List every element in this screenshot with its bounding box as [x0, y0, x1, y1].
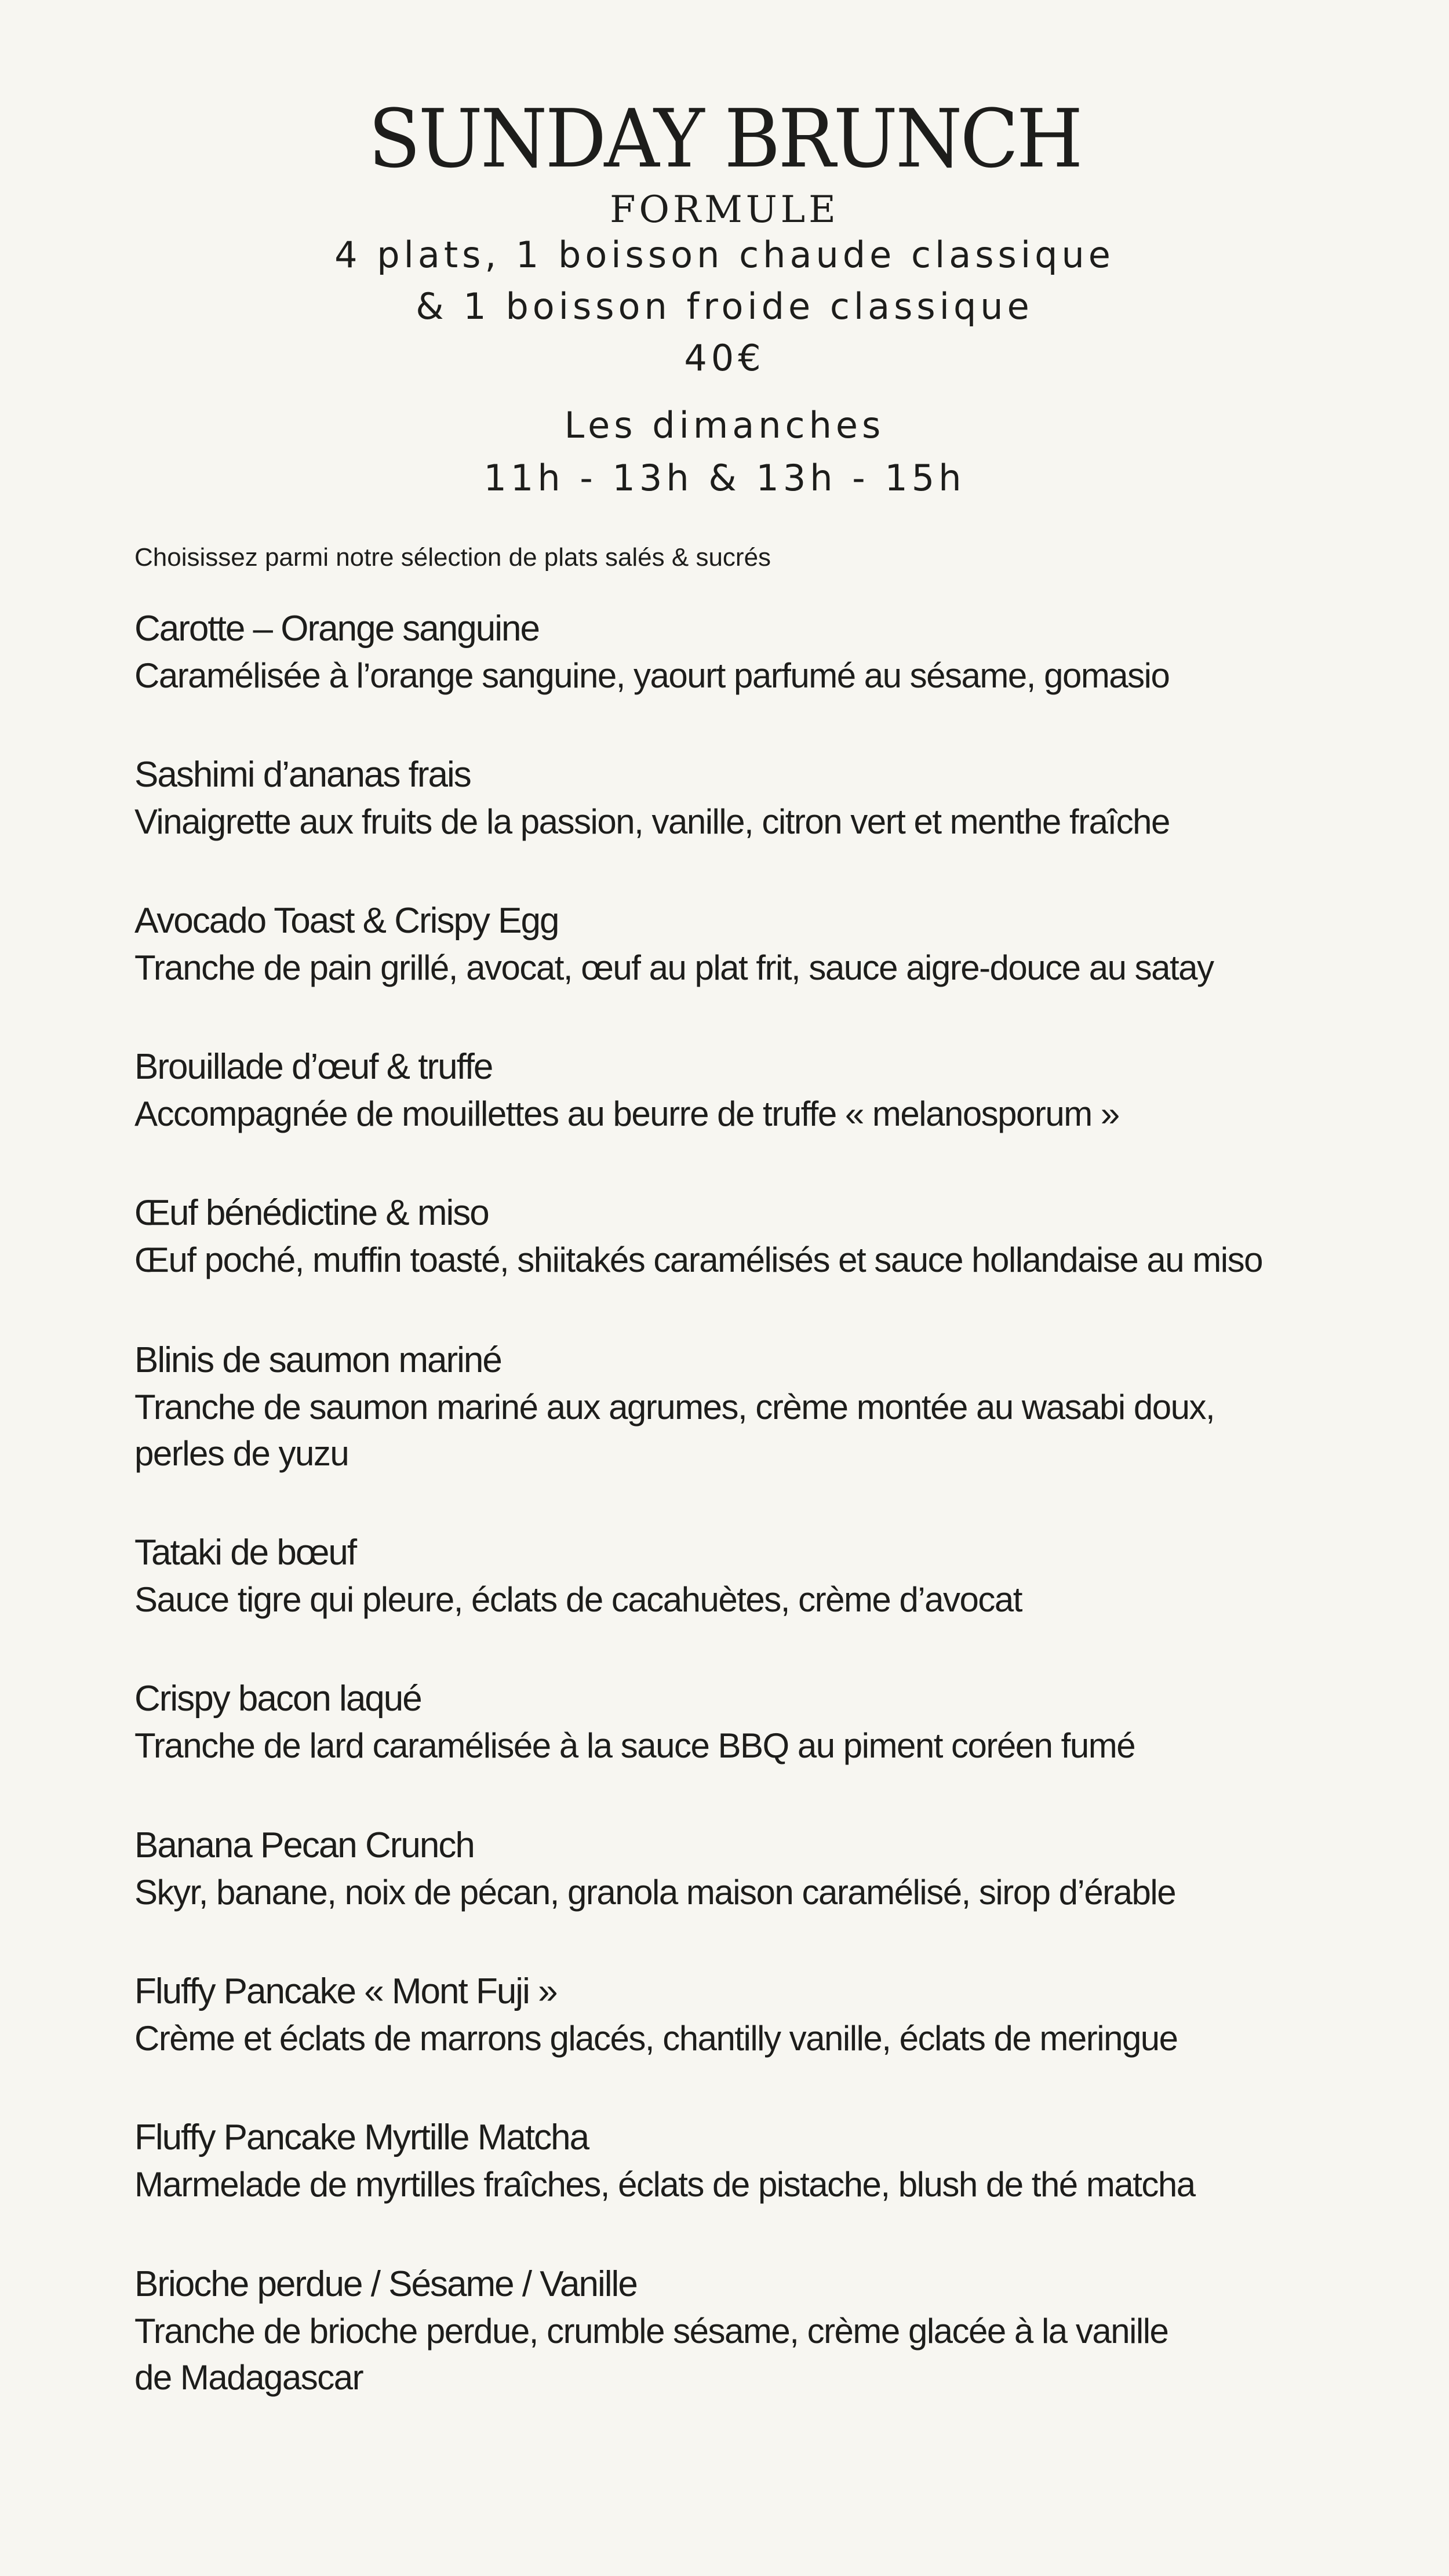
menu-subtitle: FORMULE	[610, 188, 839, 231]
menu-item-name: Carotte – Orange sanguine	[134, 609, 539, 649]
menu-item	[134, 1675, 1352, 1769]
menu-item-name: Brouillade d’œuf & truffe	[134, 1047, 493, 1087]
menu-item	[134, 751, 1352, 845]
menu-item-description: perles de yuzu	[134, 1434, 349, 1473]
menu-item	[134, 1043, 1352, 1137]
schedule-days: Les dimanches	[564, 404, 885, 446]
menu-item-name: Banana Pecan Crunch	[134, 1825, 474, 1865]
menu-item	[134, 1337, 1352, 1477]
menu-item-name: Avocado Toast & Crispy Egg	[134, 901, 559, 941]
menu-item-name: Fluffy Pancake Myrtille Matcha	[134, 2117, 589, 2157]
formula-price: 40€	[684, 337, 765, 379]
menu-item	[134, 605, 1352, 699]
menu-title: SUNDAY BRUNCH	[368, 92, 1081, 186]
menu-item	[134, 1822, 1352, 1916]
menu-item	[134, 2114, 1352, 2208]
menu-item	[134, 897, 1352, 991]
menu-item-name: Fluffy Pancake « Mont Fuji »	[134, 1971, 557, 2011]
menu-item-name: Crispy bacon laqué	[134, 1679, 421, 1719]
formula-line-1: 4 plats, 1 boisson chaude classique	[334, 234, 1115, 276]
menu-item-name: Tataki de bœuf	[134, 1533, 356, 1573]
menu-item-description: Tranche de lard caramélisée à la sauce BBQ au piment coréen fumé	[134, 1726, 1135, 1765]
menu-item-description: Tranche de brioche perdue, crumble sésame, crème glacée à la vanille	[134, 2312, 1168, 2351]
menu-item-description: Tranche de saumon mariné aux agrumes, crème montée au wasabi doux,	[134, 1388, 1215, 1427]
menu-item-name: Œuf bénédictine & miso	[134, 1193, 489, 1233]
menu-item-description: de Madagascar	[134, 2358, 363, 2397]
menu-item-description: Caramélisée à l’orange sanguine, yaourt parfumé au sésame, gomasio	[134, 656, 1170, 695]
menu-item-description: Sauce tigre qui pleure, éclats de cacahuètes, crème d’avocat	[134, 1580, 1022, 1619]
menu-item	[134, 1189, 1352, 1283]
menu-item-description: Œuf poché, muffin toasté, shiitakés caramélisés et sauce hollandaise au miso	[134, 1240, 1262, 1279]
menu-item-description: Vinaigrette aux fruits de la passion, vanille, citron vert et menthe fraîche	[134, 802, 1170, 841]
menu-item	[134, 2261, 1352, 2401]
schedule-hours: 11h - 13h & 13h - 15h	[483, 457, 966, 499]
menu-item-description: Marmelade de myrtilles fraîches, éclats de pistache, blush de thé matcha	[134, 2165, 1195, 2204]
menu-item-name: Brioche perdue / Sésame / Vanille	[134, 2264, 637, 2304]
menu-item-name: Sashimi d’ananas frais	[134, 755, 471, 795]
menu-item	[134, 1529, 1352, 1623]
menu-item	[134, 1968, 1352, 2062]
menu-item-description: Crème et éclats de marrons glacés, chantilly vanille, éclats de meringue	[134, 2019, 1178, 2058]
menu-intro: Choisissez parmi notre sélection de plats salés & sucrés	[134, 543, 771, 572]
menu-item-description: Skyr, banane, noix de pécan, granola maison caramélisé, sirop d’érable	[134, 1873, 1176, 1912]
menu-item-name: Blinis de saumon mariné	[134, 1340, 501, 1380]
menu-item-description: Tranche de pain grillé, avocat, œuf au plat frit, sauce aigre-douce au satay	[134, 948, 1214, 987]
menu-item-description: Accompagnée de mouillettes au beurre de truffe « melanosporum »	[134, 1094, 1119, 1133]
formula-line-2: & 1 boisson froide classique	[416, 285, 1033, 328]
